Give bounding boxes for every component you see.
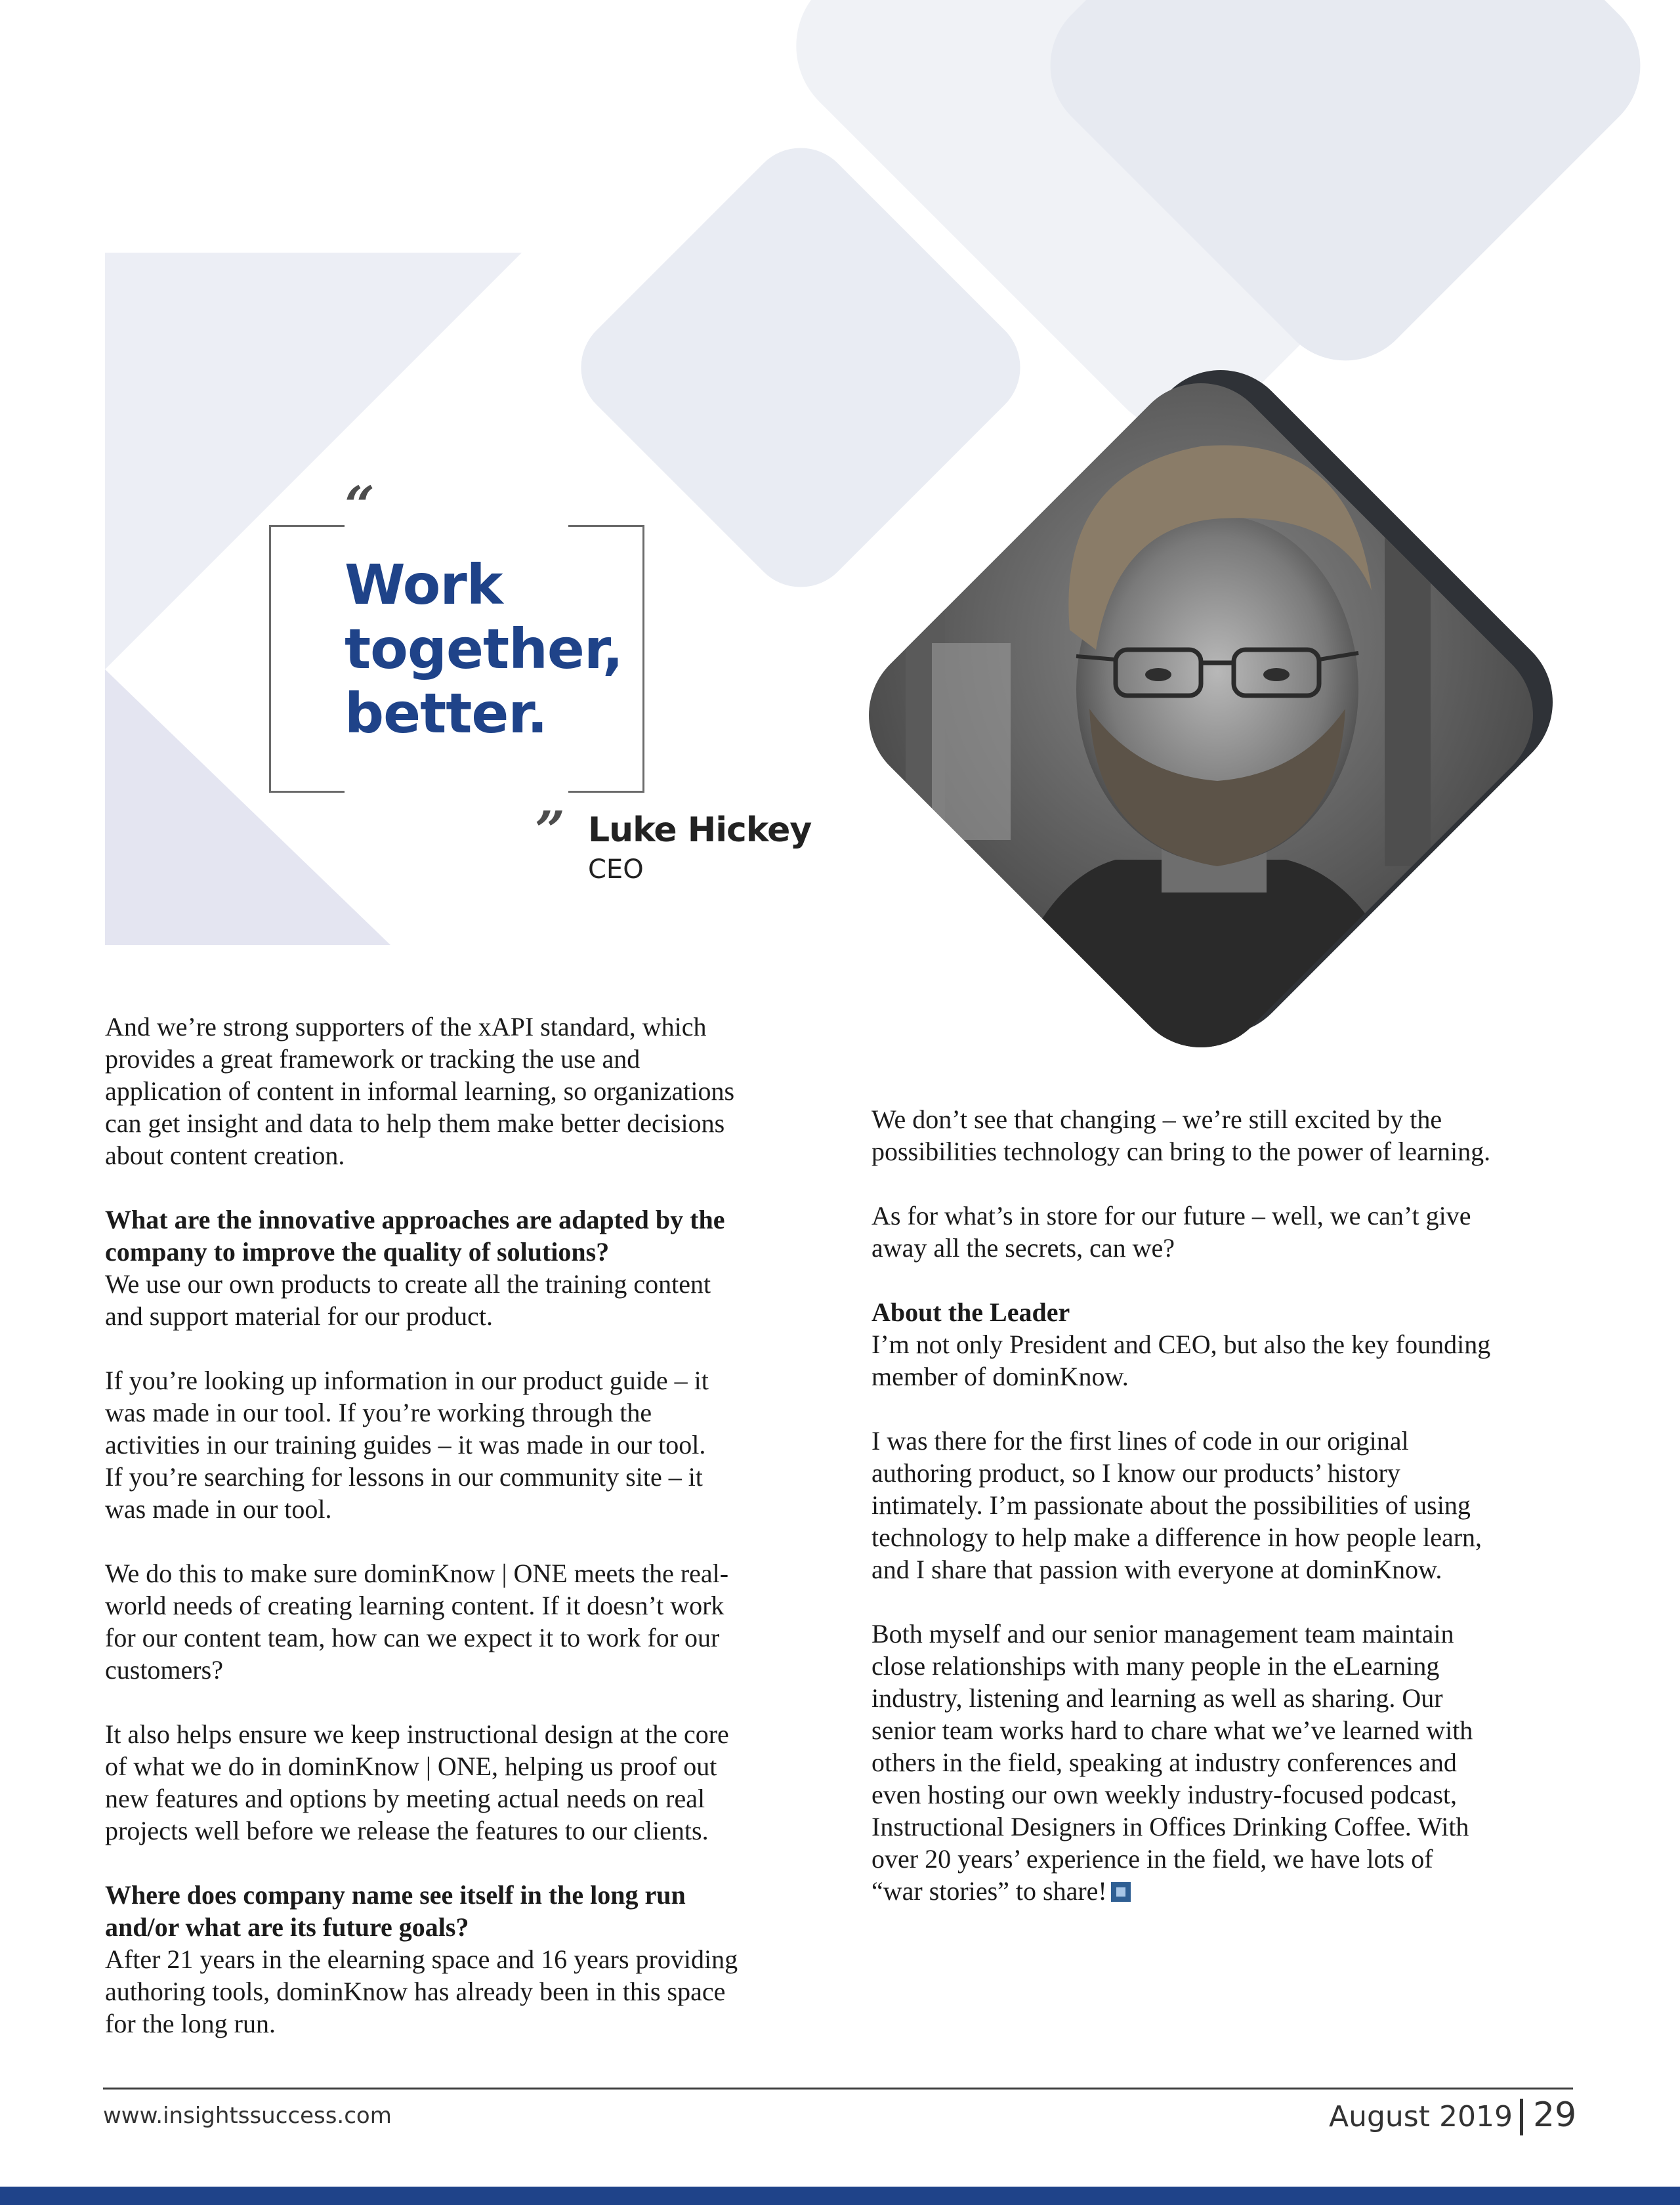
- text-line: can get insight and data to help them make better decisions: [105, 1108, 725, 1138]
- paragraph: [105, 1011, 820, 1171]
- paragraph: [872, 1103, 1580, 1167]
- text-line: new features and options by meeting actual needs on real: [105, 1784, 705, 1813]
- footer-issue-date: August 2019: [1329, 2100, 1513, 2133]
- text-line: It also helps ensure we keep instructional design at the core: [105, 1719, 729, 1749]
- text-line: for the long run.: [105, 2009, 276, 2038]
- text-line: We use our own products to create all the training content: [105, 1269, 711, 1299]
- paragraph: [105, 1718, 820, 1847]
- open-quote-mark: “: [345, 474, 375, 536]
- text-line: world needs of creating learning content. If it doesn’t work: [105, 1591, 724, 1620]
- text-line: about content creation.: [105, 1141, 345, 1170]
- text-line: even hosting our own weekly industry-focused podcast,: [872, 1780, 1458, 1809]
- footer-website: www.insightssuccess.com: [103, 2103, 392, 2129]
- text-line: others in the field, speaking at industry conferences and: [872, 1748, 1457, 1777]
- text-line: Where does company name see itself in the long run: [105, 1880, 686, 1910]
- page-number: 29: [1533, 2095, 1577, 2135]
- text-line: over 20 years’ experience in the field, we have lots of: [872, 1844, 1433, 1874]
- article-right-column: [872, 1103, 1580, 1939]
- footer-divider: [103, 2088, 1573, 2090]
- text-line: Instructional Designers in Offices Drinking Coffee. With: [872, 1812, 1469, 1841]
- text-line: and I share that passion with everyone at dominKnow.: [872, 1555, 1442, 1584]
- text-line: and support material for our product.: [105, 1301, 493, 1331]
- text-line: As for what’s in store for our future – well, we can’t give: [872, 1201, 1471, 1230]
- paragraph: [105, 1268, 820, 1332]
- article-left-column: [105, 1011, 820, 2072]
- pull-quote-line: Work: [345, 553, 503, 617]
- pull-quote: [345, 553, 627, 746]
- close-quote-mark: ”: [535, 799, 566, 861]
- paragraph: [872, 1425, 1580, 1586]
- text-line: provides a great framework or tracking the use and: [105, 1044, 640, 1074]
- text-line: possibilities technology can bring to the power of learning.: [872, 1137, 1491, 1166]
- paragraph: [872, 1618, 1580, 1907]
- text-line: I’m not only President and CEO, but also the key founding: [872, 1330, 1491, 1359]
- text-line: authoring product, so I know our products’ history: [872, 1458, 1400, 1488]
- text-line: About the Leader: [872, 1297, 1070, 1327]
- text-line: projects well before we release the features to our clients.: [105, 1816, 709, 1845]
- text-line: If you’re searching for lessons in our community site – it: [105, 1462, 703, 1492]
- pull-quote-line: together,: [345, 617, 623, 681]
- text-line: application of content in informal learning, so organizations: [105, 1076, 735, 1106]
- text-line: and/or what are its future goals?: [105, 1912, 469, 1942]
- text-line: If you’re looking up information in our product guide – it: [105, 1366, 709, 1395]
- text-line: authoring tools, dominKnow has already been in this space: [105, 1977, 726, 2006]
- paragraph: [872, 1328, 1580, 1393]
- text-line: technology to help make a difference in how people learn,: [872, 1522, 1482, 1552]
- pull-quote-line: better.: [345, 681, 547, 746]
- text-line: industry, listening and learning as well as sharing. Our: [872, 1683, 1443, 1713]
- text-line: away all the secrets, can we?: [872, 1233, 1175, 1263]
- author-title: CEO: [588, 854, 644, 885]
- text-line: close relationships with many people in the eLearning: [872, 1651, 1440, 1681]
- text-line: senior team works hard to chare what we’ve learned with: [872, 1715, 1473, 1745]
- text-line: of what we do in dominKnow | ONE, helping us proof out: [105, 1752, 717, 1781]
- text-fragment: “war stories” to share!: [872, 1876, 1107, 1906]
- text-line: What are the innovative approaches are adapted by the: [105, 1205, 725, 1234]
- text-line: [872, 1875, 1580, 1907]
- text-line: After 21 years in the elearning space and 16 years providing: [105, 1944, 738, 1974]
- text-line: was made in our tool. If you’re working through the: [105, 1398, 652, 1427]
- text-line: And we’re strong supporters of the xAPI standard, which: [105, 1012, 707, 1041]
- paragraph: [105, 1943, 820, 2040]
- text-line: was made in our tool.: [105, 1494, 332, 1524]
- text-line: customers?: [105, 1655, 223, 1685]
- text-line: for our content team, how can we expect it to work for our: [105, 1623, 720, 1652]
- text-line: intimately. I’m passionate about the possibilities of using: [872, 1490, 1471, 1520]
- text-line: We don’t see that changing – we’re still excited by the: [872, 1104, 1442, 1134]
- author-name: Luke Hickey: [588, 810, 812, 850]
- section-heading: [872, 1296, 1580, 1328]
- text-line: We do this to make sure dominKnow | ONE meets the real-: [105, 1559, 729, 1588]
- paragraph: [872, 1200, 1580, 1264]
- text-line: Both myself and our senior management team maintain: [872, 1619, 1454, 1648]
- quote-frame-left: [269, 525, 345, 793]
- footer-separator: [1520, 2099, 1523, 2135]
- interview-question: [105, 1879, 820, 1943]
- paragraph: [105, 1557, 820, 1686]
- paragraph: [105, 1364, 820, 1525]
- text-line: activities in our training guides – it was made in our tool.: [105, 1430, 706, 1460]
- text-line: company to improve the quality of solutions?: [105, 1237, 610, 1267]
- text-line: I was there for the first lines of code in our original: [872, 1426, 1409, 1456]
- interview-question: [105, 1204, 820, 1268]
- bottom-brand-bar: [0, 2187, 1680, 2205]
- text-line: member of dominKnow.: [872, 1362, 1129, 1391]
- end-of-article-icon: [1111, 1882, 1131, 1902]
